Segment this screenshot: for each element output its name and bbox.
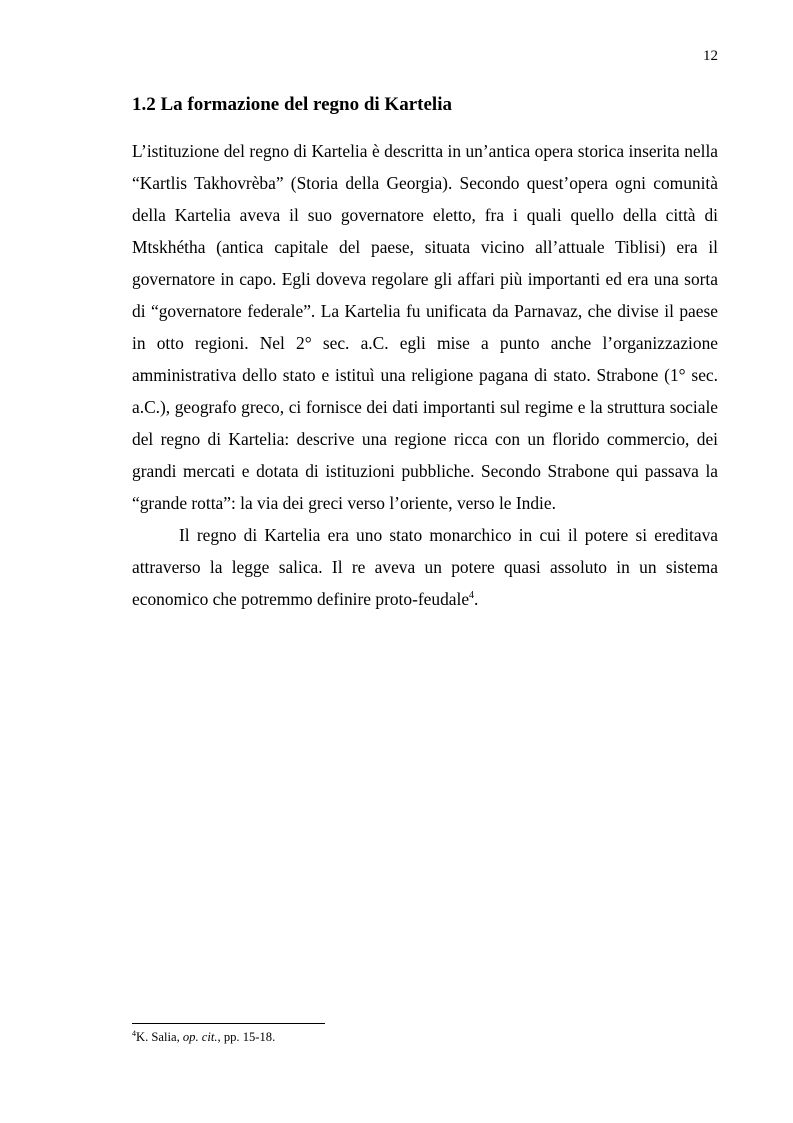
page-number: 12 xyxy=(703,48,718,64)
paragraph-2-text: Il regno di Kartelia era uno stato monarchico in cui il potere si ereditava attraverso la legge salica. Il re aveva un potere quasi assoluto in un sistema economico che potremmo definire proto-feudale xyxy=(132,525,718,609)
footnote-author: K. Salia, xyxy=(136,1030,183,1044)
paragraph-2 xyxy=(132,519,718,615)
footnote xyxy=(132,1030,275,1045)
footnote-pages: , pp. 15-18. xyxy=(217,1030,276,1044)
paragraph-1: L’istituzione del regno di Kartelia è descritta in un’antica opera storica inserita nella “Kartlis Takhovrèba” (Storia della Georgia). Secondo quest’opera ogni comunità della Kartelia aveva il suo governatore eletto, fra i quali quello della città di Mtskhétha (antica capitale del paese, situata vicino all’attuale Tiblisi) era il governatore in capo. Egli doveva regolare gli affari più importanti ed era una sorta di “governatore federale”. La Kartelia fu unificata da Parnavaz, che divise il paese in otto regioni. Nel 2° sec. a.C. egli mise a punto anche l’organizzazione amministrativa dello stato e istituì una religione pagana di stato. Strabone (1° sec. a.C.), geografo greco, ci fornisce dei dati importanti sul regime e la struttura sociale del regno di Kartelia: descrive una regione ricca con un florido commercio, dei grandi mercati e dotata di istituzioni pubbliche. Secondo Strabone qui passava la “grande rotta”: la via dei greci verso l’oriente, verso le Indie. xyxy=(132,141,718,513)
body-text xyxy=(132,135,718,615)
paragraph-2-end: . xyxy=(474,589,479,609)
footnote-rule xyxy=(132,1023,325,1024)
footnote-work: op. cit. xyxy=(182,1030,218,1044)
section-title: 1.2 La formazione del regno di Kartelia xyxy=(132,94,452,115)
footnote-marker: 4 xyxy=(132,1029,136,1038)
footnote-reference[interactable]: 4 xyxy=(469,590,475,601)
